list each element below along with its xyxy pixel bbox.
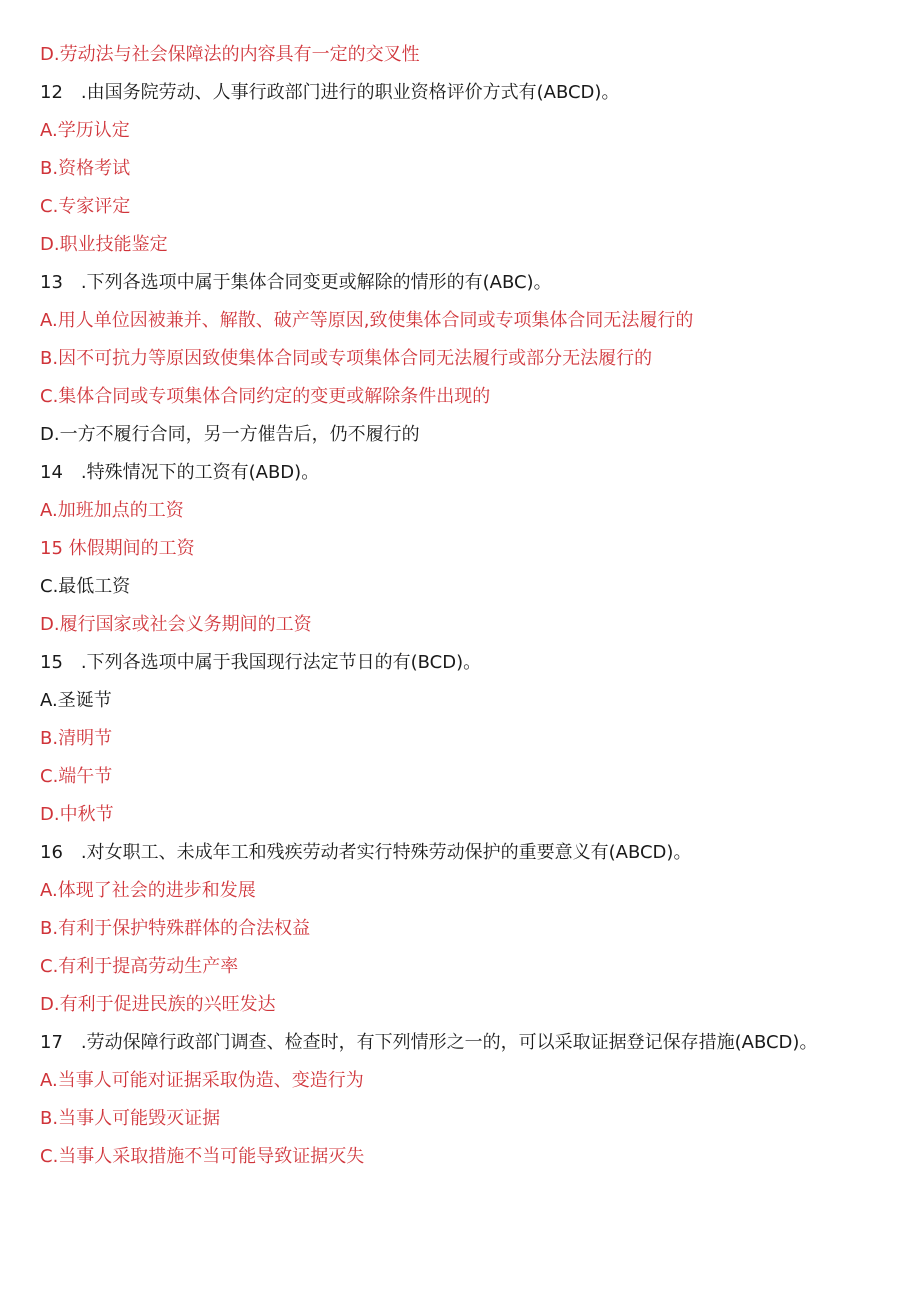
question-line: 15 .下列各选项中属于我国现行法定节日的有(BCD)。 (40, 652, 482, 673)
option-line: A.当事人可能对证据采取伪造、变造行为 (40, 1070, 364, 1091)
option-line: D.履行国家或社会义务期间的工资 (40, 614, 312, 635)
option-line: A.学历认定 (40, 120, 130, 141)
option-line: B.当事人可能毁灭证据 (40, 1108, 221, 1129)
option-line: B.资格考试 (40, 158, 131, 179)
option-line: C.端午节 (40, 766, 113, 787)
option-line: C.有利于提高劳动生产率 (40, 956, 239, 977)
option-line: C.专家评定 (40, 196, 131, 217)
question-line: 16 .对女职工、未成年工和残疾劳动者实行特殊劳动保护的重要意义有(ABCD)。 (40, 842, 692, 863)
option-line: D.有利于促进民族的兴旺发达 (40, 994, 276, 1015)
option-line: B.清明节 (40, 728, 113, 749)
option-line: D.劳动法与社会保障法的内容具有一定的交叉性 (40, 44, 420, 65)
option-line: B.有利于保护特殊群体的合法权益 (40, 918, 311, 939)
question-line: 12 .由国务院劳动、人事行政部门进行的职业资格评价方式有(ABCD)。 (40, 82, 620, 103)
option-line: A.加班加点的工资 (40, 500, 184, 521)
option-line: D.职业技能鉴定 (40, 234, 168, 255)
question-line: 13 .下列各选项中属于集体合同变更或解除的情形的有(ABC)。 (40, 272, 552, 293)
document-page (40, 36, 900, 1176)
option-line: D.一方不履行合同，另一方催告后，仍不履行的 (40, 424, 420, 445)
option-line: A.圣诞节 (40, 690, 112, 711)
option-line: A.体现了社会的进步和发展 (40, 880, 256, 901)
question-line: 17 .劳动保障行政部门调查、检查时，有下列情形之一的，可以采取证据登记保存措施(ABCD)。 (40, 1032, 818, 1053)
option-line: A.用人单位因被兼并、解散、破产等原因,致使集体合同或专项集体合同无法履行的 (40, 310, 694, 331)
option-line: 15 休假期间的工资 (40, 538, 195, 559)
option-line: D.中秋节 (40, 804, 114, 825)
option-line: B.因不可抗力等原因致使集体合同或专项集体合同无法履行或部分无法履行的 (40, 348, 653, 369)
option-line: C.集体合同或专项集体合同约定的变更或解除条件出现的 (40, 386, 491, 407)
option-line: C.最低工资 (40, 576, 131, 597)
question-line: 14 .特殊情况下的工资有(ABD)。 (40, 462, 320, 483)
option-line: C.当事人采取措施不当可能导致证据灭失 (40, 1146, 365, 1167)
